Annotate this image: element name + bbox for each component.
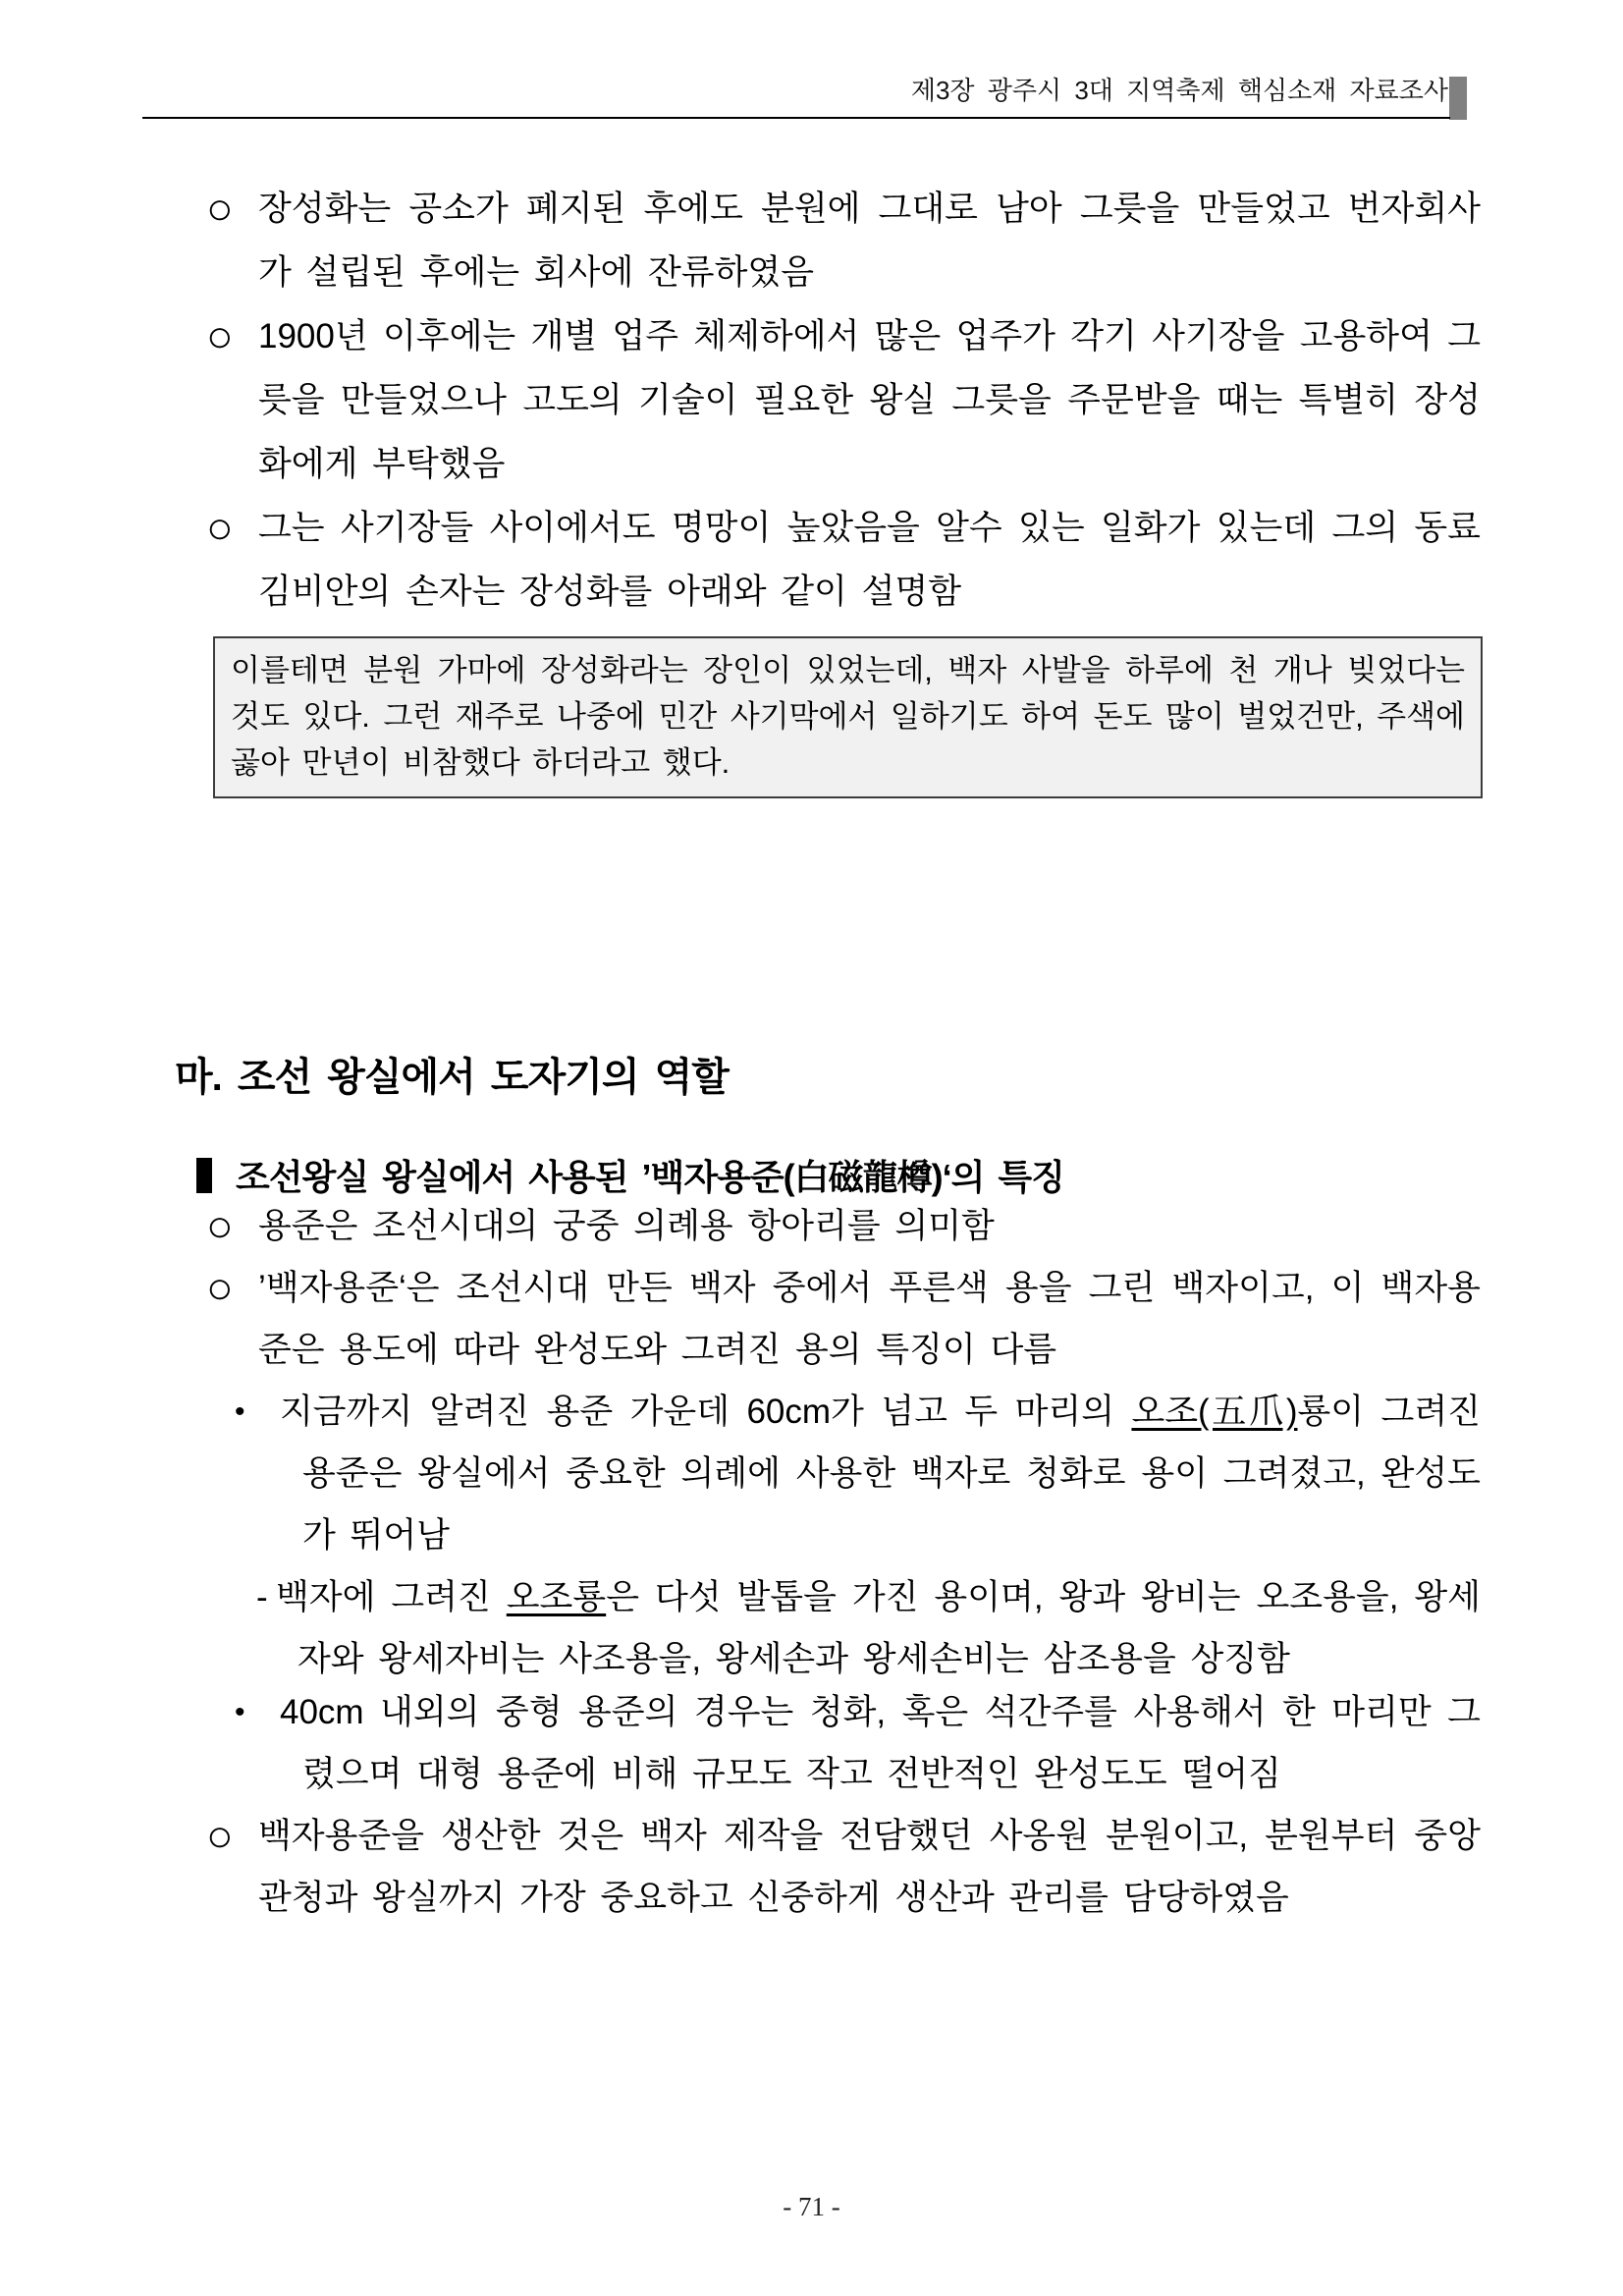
dot-bullet-marker: • xyxy=(235,1696,245,1728)
header-accent-bar xyxy=(1449,77,1467,120)
list-item xyxy=(208,177,1481,304)
circle-bullet-marker: ○ xyxy=(206,1262,234,1313)
circle-bullet-marker: ○ xyxy=(206,1200,234,1251)
page-number: - 71 - xyxy=(783,2192,840,2221)
section-heading: 마. 조선 왕실에서 도자기의 역할 xyxy=(175,1056,729,1099)
list-item xyxy=(208,496,1481,624)
sub-heading xyxy=(196,1158,1481,1195)
circle-bullet-marker: ○ xyxy=(206,183,234,234)
list-item xyxy=(208,1681,1481,1805)
quote-text: 이를테면 분원 가마에 장성화라는 장인이 있었는데, 백자 사발을 하루에 천 개나 빚었다는 것도 있다. 그런 재주로 나중에 민간 사기막에서 일하기도 하여 돈도 많이 벌었건만, 주색에 곯아 만년이 비참했다 하더라고 했다. xyxy=(231,653,1465,780)
bullet-text: 1900년 이후에는 개별 업주 체제하에서 많은 업주가 각기 사기장을 고용하여 그릇을 만들었으나 고도의 기술이 필요한 왕실 그릇을 주문받을 때는 특별히 장성화에게 부탁했음 xyxy=(258,317,1481,483)
bullet-text: 용준은 조선시대의 궁중 의례용 항아리를 의미함 xyxy=(258,1207,995,1245)
circle-bullet-marker: ○ xyxy=(206,1810,234,1861)
underlined-term: 오조(五爪) xyxy=(1131,1393,1298,1431)
dash-bullet-marker: - xyxy=(256,1578,268,1616)
bullet-text: 백자에 그려진 오조룡은 다섯 발톱을 가진 용이며, 왕과 왕비는 오조용을, 왕세자와 왕세자비는 사조용을, 왕세손과 왕세손비는 삼조용을 상징함 xyxy=(276,1578,1481,1678)
main-content xyxy=(175,177,1481,1929)
list-item xyxy=(208,1566,1481,1690)
quote-box xyxy=(213,636,1483,798)
dot-bullet-marker: • xyxy=(235,1395,245,1428)
circle-bullet-marker: ○ xyxy=(206,310,234,361)
header-title: 제3장 광주시 3대 지역축제 핵심소재 자료조사 xyxy=(910,76,1448,105)
list-item xyxy=(208,1195,1481,1257)
intro-bullet-list xyxy=(208,177,1481,624)
bullet-text: 40cm 내외의 중형 용준의 경우는 청화, 혹은 석간주를 사용해서 한 마리만 그렸으며 대형 용준에 비해 규모도 작고 전반적인 완성도도 떨어짐 xyxy=(280,1693,1481,1793)
underlined-term: 오조룡 xyxy=(506,1578,607,1616)
header-rule xyxy=(142,117,1450,119)
list-item xyxy=(208,1381,1481,1566)
sub-heading-text: 조선왕실 왕실에서 사용된 ’백자용준(白磁龍樽)‘의 특징 xyxy=(236,1157,1064,1197)
royal-bullet-list xyxy=(208,1195,1481,1929)
bullet-text: ’백자용준‘은 조선시대 만든 백자 중에서 푸른색 용을 그린 백자이고, 이 백자용준은 용도에 따라 완성도와 그려진 용의 특징이 다름 xyxy=(258,1269,1481,1369)
black-bar-marker-icon xyxy=(196,1158,212,1193)
bullet-text: 지금까지 알려진 용준 가운데 60cm가 넘고 두 마리의 오조(五爪)룡이 그려진 용준은 왕실에서 중요한 의례에 사용한 백자로 청화로 용이 그려졌고, 완성도가 뛰어남 xyxy=(280,1393,1481,1555)
bullet-text: 장성화는 공소가 폐지된 후에도 분원에 그대로 남아 그릇을 만들었고 번자회사가 설립된 후에는 회사에 잔류하였음 xyxy=(258,190,1481,292)
bullet-text: 그는 사기장들 사이에서도 명망이 높았음을 알수 있는 일화가 있는데 그의 동료 김비안의 손자는 장성화를 아래와 같이 설명함 xyxy=(258,509,1481,611)
list-item xyxy=(208,1805,1481,1929)
list-item xyxy=(208,304,1481,496)
bullet-text: 백자용준을 생산한 것은 백자 제작을 전담했던 사옹원 분원이고, 분원부터 중앙관청과 왕실까지 가장 중요하고 신중하게 생산과 관리를 담당하였음 xyxy=(258,1817,1481,1917)
circle-bullet-marker: ○ xyxy=(206,502,234,553)
list-item xyxy=(208,1257,1481,1381)
